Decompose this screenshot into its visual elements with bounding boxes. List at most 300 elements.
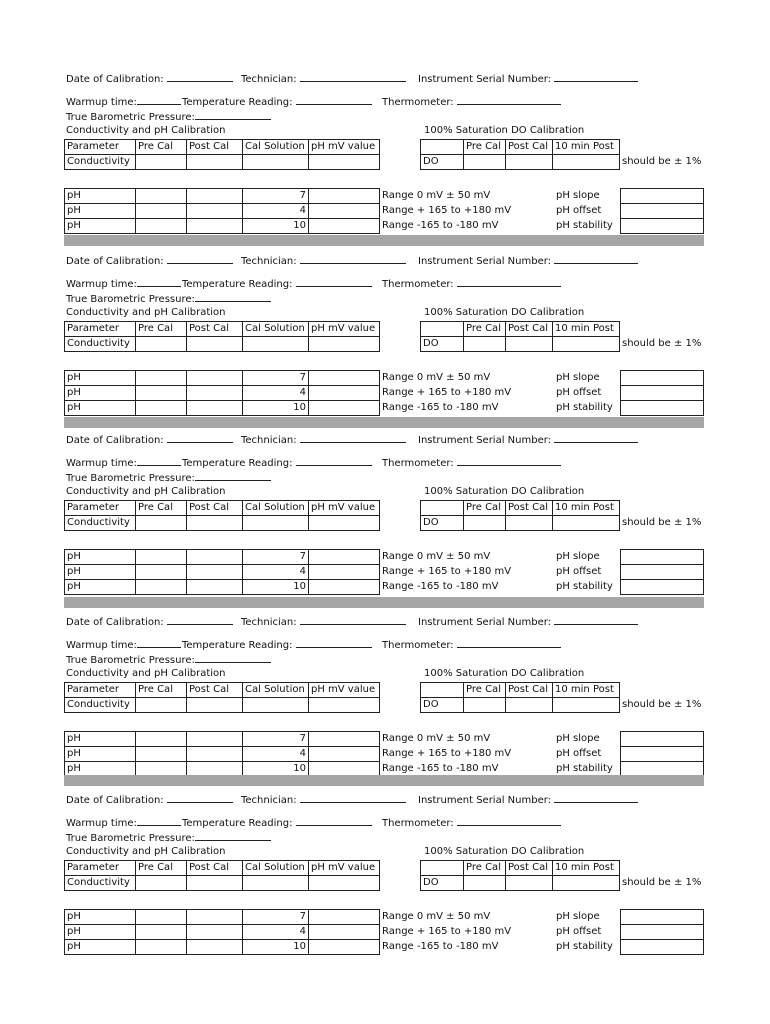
thermometer-blank[interactable] [457, 638, 561, 648]
thermometer-label: Thermometer: [382, 458, 454, 469]
ph-label: pH [64, 909, 136, 925]
conductivity-calsolution-cell[interactable] [242, 875, 309, 891]
ph-range-note: Range -165 to -180 mV [382, 220, 499, 231]
ph-metric-cell[interactable] [620, 385, 704, 401]
conductivity-precal-cell[interactable] [135, 336, 187, 352]
do-header-precal: Pre Cal [463, 682, 506, 698]
technician-field[interactable] [241, 254, 406, 268]
header-phmv: pH mV value [308, 860, 380, 876]
ph-mv-cell[interactable] [308, 939, 380, 955]
do-header-precal: Pre Cal [463, 321, 506, 337]
technician-blank[interactable] [300, 433, 406, 443]
conductivity-postcal-cell[interactable] [186, 697, 243, 713]
temperature-blank[interactable] [296, 816, 372, 826]
ph-metric-cell[interactable] [620, 579, 704, 595]
ph-mv-cell[interactable] [308, 746, 380, 762]
conductivity-calsolution-cell[interactable] [242, 154, 309, 170]
conductivity-precal-cell[interactable] [135, 875, 187, 891]
do-precal-cell[interactable] [463, 875, 506, 891]
ph-metric-cell[interactable] [620, 731, 704, 747]
ph-range-note: Range 0 mV ± 50 mV [382, 733, 491, 744]
ph-postcal-cell[interactable] [186, 924, 243, 940]
header-phmv: pH mV value [308, 321, 380, 337]
section-divider [64, 775, 704, 786]
ph-postcal-cell[interactable] [186, 385, 243, 401]
ph-metric-label: pH slope [556, 190, 600, 201]
temperature-field[interactable] [182, 456, 372, 470]
do-10min-cell[interactable] [552, 697, 620, 713]
ph-label: pH [64, 731, 136, 747]
header-postcal: Post Cal [186, 139, 243, 155]
warmup-blank[interactable] [137, 277, 181, 287]
barometric-label: True Barometric Pressure: [66, 294, 195, 305]
conductivity-precal-cell[interactable] [135, 154, 187, 170]
do-header-postcal: Post Cal [505, 139, 553, 155]
conductivity-phmv-cell[interactable] [308, 336, 380, 352]
ph-range-note: Range + 165 to +180 mV [382, 205, 512, 216]
header-precal: Pre Cal [135, 139, 187, 155]
conductivity-postcal-cell[interactable] [186, 515, 243, 531]
thermometer-field[interactable] [382, 277, 561, 291]
ph-solution-value: 4 [242, 203, 309, 219]
header-precal: Pre Cal [135, 860, 187, 876]
header-calsolution: Cal Solution [242, 321, 309, 337]
do-10min-cell[interactable] [552, 515, 620, 531]
header-postcal: Post Cal [186, 500, 243, 516]
do-header-postcal: Post Cal [505, 682, 553, 698]
ph-range-note: Range 0 mV ± 50 mV [382, 911, 491, 922]
technician-label: Technician: [241, 795, 297, 806]
do-header-precal: Pre Cal [463, 860, 506, 876]
do-header-10min: 10 min Post [552, 500, 620, 516]
serial-label: Instrument Serial Number: [418, 256, 552, 267]
header-postcal: Post Cal [186, 860, 243, 876]
section-title: Conductivity and pH Calibration [66, 307, 226, 318]
ph-postcal-cell[interactable] [186, 564, 243, 580]
section-divider [64, 417, 704, 428]
ph-mv-cell[interactable] [308, 924, 380, 940]
warmup-field[interactable] [66, 638, 181, 652]
ph-label: pH [64, 370, 136, 386]
ph-metric-label: pH offset [556, 205, 602, 216]
date-label: Date of Calibration: [66, 74, 164, 85]
conductivity-phmv-cell[interactable] [308, 697, 380, 713]
do-postcal-cell[interactable] [505, 515, 553, 531]
section-title: Conductivity and pH Calibration [66, 486, 226, 497]
barometric-blank[interactable] [195, 292, 271, 302]
serial-blank[interactable] [554, 615, 638, 625]
date-blank[interactable] [167, 254, 233, 264]
ph-postcal-cell[interactable] [186, 579, 243, 595]
do-10min-cell[interactable] [552, 336, 620, 352]
technician-field[interactable] [241, 793, 406, 807]
ph-solution-value: 4 [242, 924, 309, 940]
conductivity-postcal-cell[interactable] [186, 154, 243, 170]
ph-metric-label: pH offset [556, 926, 602, 937]
do-section-title: 100% Saturation DO Calibration [424, 125, 585, 136]
temperature-field[interactable] [182, 277, 372, 291]
temperature-label: Temperature Reading: [182, 818, 293, 829]
ph-label: pH [64, 939, 136, 955]
ph-range-note: Range 0 mV ± 50 mV [382, 551, 491, 562]
ph-solution-value: 10 [242, 761, 309, 777]
header-calsolution: Cal Solution [242, 139, 309, 155]
conductivity-label: Conductivity [64, 154, 136, 170]
section-divider [64, 235, 704, 246]
ph-precal-cell[interactable] [135, 370, 187, 386]
serial-label: Instrument Serial Number: [418, 435, 552, 446]
do-header-blank [420, 500, 464, 516]
ph-label: pH [64, 203, 136, 219]
ph-precal-cell[interactable] [135, 400, 187, 416]
do-10min-cell[interactable] [552, 875, 620, 891]
warmup-blank[interactable] [137, 95, 181, 105]
do-precal-cell[interactable] [463, 697, 506, 713]
thermometer-label: Thermometer: [382, 640, 454, 651]
serial-blank[interactable] [554, 254, 638, 264]
technician-label: Technician: [241, 256, 297, 267]
section-title: Conductivity and pH Calibration [66, 668, 226, 679]
ph-metric-cell[interactable] [620, 203, 704, 219]
ph-solution-value: 10 [242, 939, 309, 955]
date-field[interactable] [66, 433, 233, 447]
do-postcal-cell[interactable] [505, 875, 553, 891]
warmup-label: Warmup time: [66, 640, 137, 651]
date-blank[interactable] [167, 615, 233, 625]
ph-postcal-cell[interactable] [186, 731, 243, 747]
ph-mv-cell[interactable] [308, 203, 380, 219]
ph-solution-value: 4 [242, 564, 309, 580]
do-postcal-cell[interactable] [505, 697, 553, 713]
ph-range-note: Range -165 to -180 mV [382, 581, 499, 592]
ph-postcal-cell[interactable] [186, 909, 243, 925]
ph-metric-cell[interactable] [620, 218, 704, 234]
header-phmv: pH mV value [308, 682, 380, 698]
barometric-field[interactable] [66, 292, 271, 306]
ph-metric-cell[interactable] [620, 370, 704, 386]
date-label: Date of Calibration: [66, 435, 164, 446]
ph-label: pH [64, 746, 136, 762]
ph-metric-label: pH stability [556, 220, 613, 231]
calibration-block [0, 73, 770, 249]
thermometer-field[interactable] [382, 95, 561, 109]
conductivity-postcal-cell[interactable] [186, 336, 243, 352]
do-header-10min: 10 min Post [552, 682, 620, 698]
do-label: DO [420, 697, 464, 713]
do-header-postcal: Post Cal [505, 860, 553, 876]
temperature-field[interactable] [182, 638, 372, 652]
temperature-label: Temperature Reading: [182, 640, 293, 651]
serial-blank[interactable] [554, 793, 638, 803]
ph-label: pH [64, 385, 136, 401]
ph-precal-cell[interactable] [135, 564, 187, 580]
do-header-blank [420, 321, 464, 337]
do-header-blank [420, 860, 464, 876]
ph-solution-value: 7 [242, 731, 309, 747]
date-blank[interactable] [167, 72, 233, 82]
ph-postcal-cell[interactable] [186, 746, 243, 762]
ph-postcal-cell[interactable] [186, 203, 243, 219]
ph-mv-cell[interactable] [308, 564, 380, 580]
header-phmv: pH mV value [308, 139, 380, 155]
ph-mv-cell[interactable] [308, 218, 380, 234]
ph-metric-cell[interactable] [620, 188, 704, 204]
ph-label: pH [64, 761, 136, 777]
conductivity-label: Conductivity [64, 336, 136, 352]
thermometer-blank[interactable] [457, 95, 561, 105]
ph-solution-value: 7 [242, 188, 309, 204]
temperature-blank[interactable] [296, 95, 372, 105]
warmup-blank[interactable] [137, 456, 181, 466]
header-parameter: Parameter [64, 500, 136, 516]
barometric-blank[interactable] [195, 110, 271, 120]
technician-label: Technician: [241, 435, 297, 446]
barometric-blank[interactable] [195, 831, 271, 841]
barometric-blank[interactable] [195, 471, 271, 481]
ph-range-note: Range + 165 to +180 mV [382, 387, 512, 398]
ph-metric-label: pH stability [556, 941, 613, 952]
do-postcal-cell[interactable] [505, 154, 553, 170]
ph-precal-cell[interactable] [135, 188, 187, 204]
ph-precal-cell[interactable] [135, 731, 187, 747]
do-label: DO [420, 515, 464, 531]
do-precal-cell[interactable] [463, 515, 506, 531]
conductivity-phmv-cell[interactable] [308, 154, 380, 170]
date-field[interactable] [66, 793, 233, 807]
ph-metric-cell[interactable] [620, 746, 704, 762]
ph-metric-cell[interactable] [620, 549, 704, 565]
barometric-field[interactable] [66, 653, 271, 667]
warmup-field[interactable] [66, 95, 181, 109]
warmup-label: Warmup time: [66, 279, 137, 290]
do-header-blank [420, 139, 464, 155]
ph-metric-cell[interactable] [620, 564, 704, 580]
ph-precal-cell[interactable] [135, 746, 187, 762]
date-field[interactable] [66, 72, 233, 86]
calibration-block [0, 794, 770, 970]
serial-field[interactable] [418, 72, 638, 86]
do-label: DO [420, 875, 464, 891]
ph-range-note: Range -165 to -180 mV [382, 402, 499, 413]
barometric-field[interactable] [66, 831, 271, 845]
do-header-postcal: Post Cal [505, 321, 553, 337]
do-header-10min: 10 min Post [552, 321, 620, 337]
temperature-label: Temperature Reading: [182, 279, 293, 290]
ph-precal-cell[interactable] [135, 579, 187, 595]
warmup-field[interactable] [66, 816, 181, 830]
date-label: Date of Calibration: [66, 795, 164, 806]
warmup-label: Warmup time: [66, 818, 137, 829]
ph-metric-label: pH offset [556, 566, 602, 577]
calibration-block [0, 255, 770, 431]
date-blank[interactable] [167, 433, 233, 443]
conductivity-calsolution-cell[interactable] [242, 336, 309, 352]
ph-postcal-cell[interactable] [186, 370, 243, 386]
section-title: Conductivity and pH Calibration [66, 125, 226, 136]
conductivity-label: Conductivity [64, 515, 136, 531]
technician-blank[interactable] [300, 254, 406, 264]
technician-field[interactable] [241, 433, 406, 447]
conductivity-calsolution-cell[interactable] [242, 697, 309, 713]
conductivity-precal-cell[interactable] [135, 697, 187, 713]
conductivity-phmv-cell[interactable] [308, 515, 380, 531]
thermometer-field[interactable] [382, 456, 561, 470]
calibration-block [0, 434, 770, 610]
conductivity-calsolution-cell[interactable] [242, 515, 309, 531]
ph-precal-cell[interactable] [135, 203, 187, 219]
ph-precal-cell[interactable] [135, 909, 187, 925]
ph-label: pH [64, 400, 136, 416]
technician-blank[interactable] [300, 72, 406, 82]
header-calsolution: Cal Solution [242, 682, 309, 698]
temperature-label: Temperature Reading: [182, 97, 293, 108]
thermometer-label: Thermometer: [382, 279, 454, 290]
serial-field[interactable] [418, 793, 638, 807]
do-postcal-cell[interactable] [505, 336, 553, 352]
ph-range-note: Range -165 to -180 mV [382, 763, 499, 774]
ph-metric-cell[interactable] [620, 924, 704, 940]
thermometer-blank[interactable] [457, 816, 561, 826]
serial-field[interactable] [418, 433, 638, 447]
ph-metric-cell[interactable] [620, 909, 704, 925]
ph-postcal-cell[interactable] [186, 400, 243, 416]
date-label: Date of Calibration: [66, 617, 164, 628]
conductivity-label: Conductivity [64, 697, 136, 713]
do-header-precal: Pre Cal [463, 139, 506, 155]
technician-blank[interactable] [300, 615, 406, 625]
ph-solution-value: 4 [242, 746, 309, 762]
barometric-field[interactable] [66, 471, 271, 485]
ph-postcal-cell[interactable] [186, 218, 243, 234]
thermometer-field[interactable] [382, 638, 561, 652]
ph-label: pH [64, 549, 136, 565]
ph-postcal-cell[interactable] [186, 188, 243, 204]
technician-blank[interactable] [300, 793, 406, 803]
barometric-blank[interactable] [195, 653, 271, 663]
do-label: DO [420, 154, 464, 170]
header-calsolution: Cal Solution [242, 500, 309, 516]
tolerance-note: should be ± 1% [622, 877, 702, 888]
header-postcal: Post Cal [186, 682, 243, 698]
ph-mv-cell[interactable] [308, 909, 380, 925]
ph-precal-cell[interactable] [135, 385, 187, 401]
warmup-blank[interactable] [137, 638, 181, 648]
header-precal: Pre Cal [135, 500, 187, 516]
ph-range-note: Range + 165 to +180 mV [382, 566, 512, 577]
barometric-label: True Barometric Pressure: [66, 655, 195, 666]
ph-postcal-cell[interactable] [186, 939, 243, 955]
temperature-label: Temperature Reading: [182, 458, 293, 469]
serial-blank[interactable] [554, 433, 638, 443]
ph-range-note: Range + 165 to +180 mV [382, 926, 512, 937]
date-field[interactable] [66, 615, 233, 629]
thermometer-blank[interactable] [457, 277, 561, 287]
calibration-block [0, 616, 770, 792]
conductivity-postcal-cell[interactable] [186, 875, 243, 891]
ph-solution-value: 7 [242, 549, 309, 565]
serial-label: Instrument Serial Number: [418, 74, 552, 85]
warmup-label: Warmup time: [66, 458, 137, 469]
section-divider [64, 597, 704, 608]
ph-mv-cell[interactable] [308, 385, 380, 401]
ph-range-note: Range 0 mV ± 50 mV [382, 372, 491, 383]
ph-metric-label: pH offset [556, 387, 602, 398]
barometric-label: True Barometric Pressure: [66, 473, 195, 484]
ph-solution-value: 10 [242, 218, 309, 234]
ph-solution-value: 4 [242, 385, 309, 401]
ph-metric-label: pH slope [556, 733, 600, 744]
ph-mv-cell[interactable] [308, 731, 380, 747]
ph-range-note: Range 0 mV ± 50 mV [382, 190, 491, 201]
ph-precal-cell[interactable] [135, 924, 187, 940]
technician-field[interactable] [241, 615, 406, 629]
header-parameter: Parameter [64, 321, 136, 337]
ph-mv-cell[interactable] [308, 549, 380, 565]
date-field[interactable] [66, 254, 233, 268]
ph-metric-cell[interactable] [620, 400, 704, 416]
ph-mv-cell[interactable] [308, 579, 380, 595]
do-section-title: 100% Saturation DO Calibration [424, 307, 585, 318]
warmup-blank[interactable] [137, 816, 181, 826]
temperature-blank[interactable] [296, 456, 372, 466]
header-precal: Pre Cal [135, 321, 187, 337]
tolerance-note: should be ± 1% [622, 156, 702, 167]
ph-mv-cell[interactable] [308, 370, 380, 386]
ph-precal-cell[interactable] [135, 218, 187, 234]
warmup-field[interactable] [66, 277, 181, 291]
conductivity-precal-cell[interactable] [135, 515, 187, 531]
ph-postcal-cell[interactable] [186, 549, 243, 565]
do-10min-cell[interactable] [552, 154, 620, 170]
header-postcal: Post Cal [186, 321, 243, 337]
ph-label: pH [64, 188, 136, 204]
header-parameter: Parameter [64, 139, 136, 155]
thermometer-label: Thermometer: [382, 97, 454, 108]
barometric-field[interactable] [66, 110, 271, 124]
ph-mv-cell[interactable] [308, 400, 380, 416]
ph-solution-value: 7 [242, 370, 309, 386]
conductivity-label: Conductivity [64, 875, 136, 891]
temperature-blank[interactable] [296, 277, 372, 287]
do-precal-cell[interactable] [463, 336, 506, 352]
temperature-field[interactable] [182, 816, 372, 830]
ph-metric-label: pH offset [556, 748, 602, 759]
ph-solution-value: 10 [242, 400, 309, 416]
ph-precal-cell[interactable] [135, 939, 187, 955]
date-blank[interactable] [167, 793, 233, 803]
ph-solution-value: 7 [242, 909, 309, 925]
serial-blank[interactable] [554, 72, 638, 82]
ph-precal-cell[interactable] [135, 549, 187, 565]
ph-label: pH [64, 218, 136, 234]
conductivity-phmv-cell[interactable] [308, 875, 380, 891]
serial-field[interactable] [418, 254, 638, 268]
serial-field[interactable] [418, 615, 638, 629]
do-precal-cell[interactable] [463, 154, 506, 170]
ph-mv-cell[interactable] [308, 188, 380, 204]
ph-metric-cell[interactable] [620, 939, 704, 955]
thermometer-field[interactable] [382, 816, 561, 830]
thermometer-label: Thermometer: [382, 818, 454, 829]
ph-metric-label: pH slope [556, 911, 600, 922]
technician-field[interactable] [241, 72, 406, 86]
temperature-blank[interactable] [296, 638, 372, 648]
warmup-field[interactable] [66, 456, 181, 470]
thermometer-blank[interactable] [457, 456, 561, 466]
do-section-title: 100% Saturation DO Calibration [424, 846, 585, 857]
tolerance-note: should be ± 1% [622, 517, 702, 528]
temperature-field[interactable] [182, 95, 372, 109]
